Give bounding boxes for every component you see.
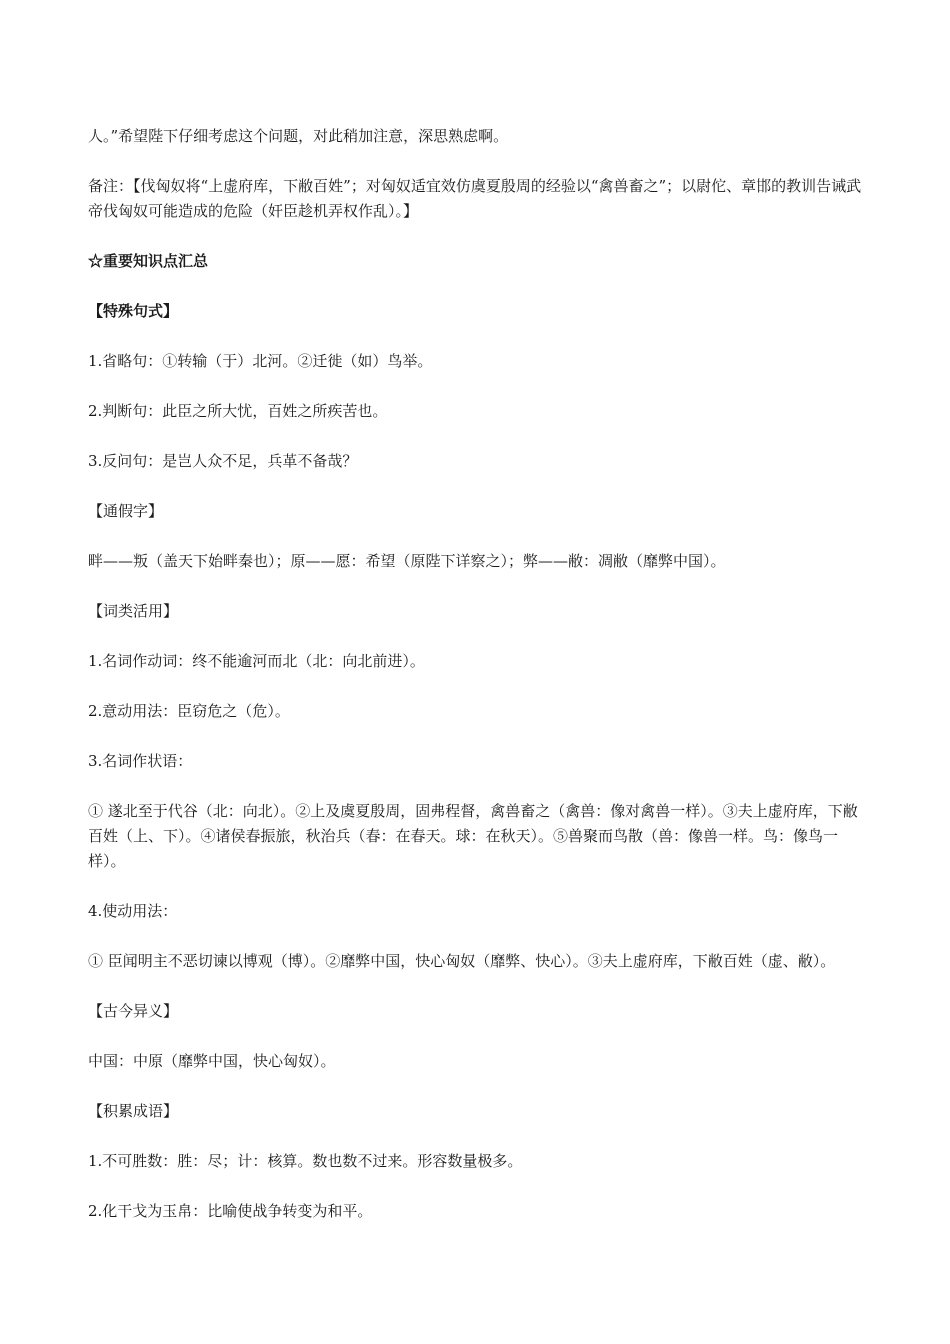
list-item: 1.名词作动词：终不能逾河而北（北：向北前进）。 — [88, 652, 425, 670]
section-heading-key-points: ☆重要知识点汇总 — [88, 252, 209, 270]
heading-special-sentences: 【特殊句式】 — [88, 302, 179, 320]
list-item: 3.反问句：是岂人众不足，兵革不备哉？ — [88, 452, 358, 470]
list-item: 2.意动用法：臣窃危之（危）。 — [88, 702, 290, 720]
causative-examples: ① 臣闻明主不恶切谏以博观（博）。②靡弊中国，快心匈奴（靡弊、快心）。③夫上虚府库，下敝百姓（虚、敝）。 — [88, 952, 836, 970]
adverbial-examples: ① 遂北至于代谷（北：向北）。②上及虞夏殷周，固弗程督，禽兽畜之（禽兽：像对禽兽一样）。③夫上虚府库，下敝百姓（上、下）。④诸侯春振旅，秋治兵（春：在春天。球：在秋天）。⑤兽聚而鸟散（兽：像兽一样。鸟：像鸟一样）。 — [88, 802, 858, 870]
list-item: 3.名词作状语： — [88, 752, 193, 770]
list-item: 2.判断句：此臣之所大忧，百姓之所疾苦也。 — [88, 402, 388, 420]
document-page — [88, 124, 868, 1249]
heading-idioms: 【积累成语】 — [88, 1102, 179, 1120]
translation-ending: 人。”希望陛下仔细考虑这个问题，对此稍加注意，深思熟虑啊。 — [88, 127, 509, 145]
heading-ancient-modern: 【古今异义】 — [88, 1002, 179, 1020]
tongjiazi-content: 畔——叛（盖天下始畔秦也）；原——愿：希望（原陛下详察之）；弊——敝：凋敝（靡弊中国）。 — [88, 552, 726, 570]
list-item: 1.省略句：①转输（于）北河。②迁徙（如）鸟举。 — [88, 352, 433, 370]
note-paragraph: 备注：【伐匈奴将“上虚府库，下敝百姓”；对匈奴适宜效仿虞夏殷周的经验以“禽兽畜之”；以尉佗、章邯的教训告诫武帝伐匈奴可能造成的危险（奸臣趁机弄权作乱）。】 — [88, 177, 862, 220]
heading-word-class: 【词类活用】 — [88, 602, 179, 620]
list-item: 4.使动用法： — [88, 902, 178, 920]
list-item: 1.不可胜数：胜：尽；计：核算。数也数不过来。形容数量极多。 — [88, 1152, 523, 1170]
ancient-modern-content: 中国：中原（靡弊中国，快心匈奴）。 — [88, 1052, 336, 1070]
list-item: 2.化干戈为玉帛：比喻使战争转变为和平。 — [88, 1202, 373, 1220]
heading-tongjiazi: 【通假字】 — [88, 502, 164, 520]
